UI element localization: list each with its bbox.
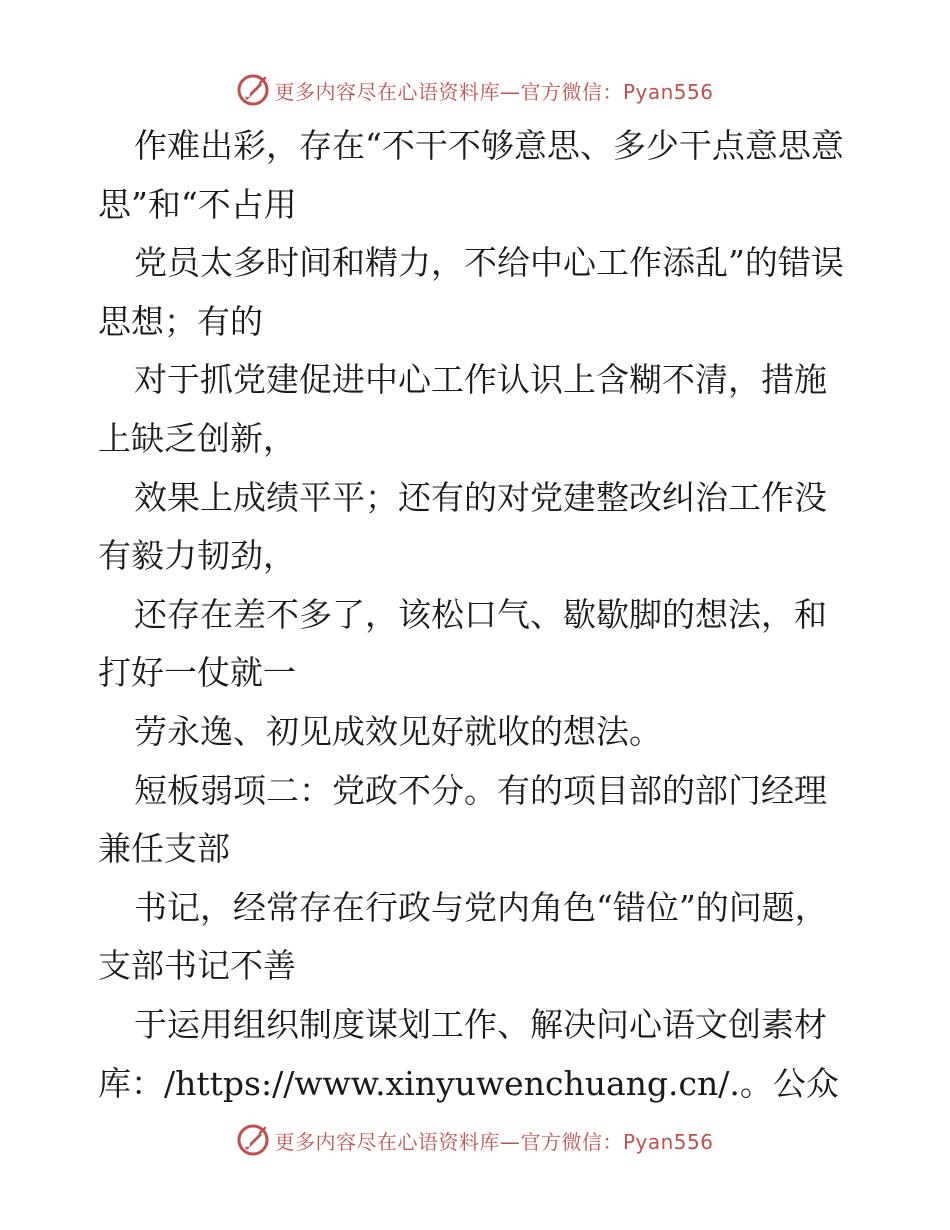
paragraph-9: 于运用组织制度谋划工作、解决问心语文创素材库：/https://www.xinyuwenchuang.cn/.。公众 bbox=[98, 1004, 839, 1103]
paragraph-1: 作难出彩，存在“不干不够意思、多少干点意思意思”和“不占用 bbox=[98, 126, 844, 224]
quill-logo-icon bbox=[236, 1123, 270, 1157]
paragraph-3: 对于抓党建促进中心工作认识上含糊不清，措施上缺乏创新， bbox=[98, 360, 827, 458]
footer-watermark-text: 更多内容尽在心语资料库—官方微信：Pyan556 bbox=[274, 1129, 714, 1154]
footer-watermark-banner bbox=[0, 1122, 950, 1158]
header-watermark-banner bbox=[0, 72, 950, 108]
paragraph-2: 党员太多时间和精力，不给中心工作添乱”的错误思想；有的 bbox=[98, 243, 844, 341]
paragraph-4: 效果上成绩平平；还有的对党建整改纠治工作没有毅力韧劲， bbox=[98, 477, 827, 576]
quill-logo-icon bbox=[236, 73, 270, 107]
paragraph-8: 书记，经常存在行政与党内角色“错位”的问题，支部书记不善 bbox=[98, 887, 828, 986]
paragraph-5: 还存在差不多了，该松口气、歇歇脚的想法，和打好一仗就一 bbox=[98, 594, 827, 693]
paragraph-7: 短板弱项二：党政不分。有的项目部的部门经理兼任支部 bbox=[98, 770, 827, 869]
paragraph-6: 劳永逸、初见成效见好就收的想法。 bbox=[134, 711, 662, 751]
document-body bbox=[98, 117, 850, 1113]
header-watermark-text: 更多内容尽在心语资料库—官方微信：Pyan556 bbox=[274, 79, 714, 104]
